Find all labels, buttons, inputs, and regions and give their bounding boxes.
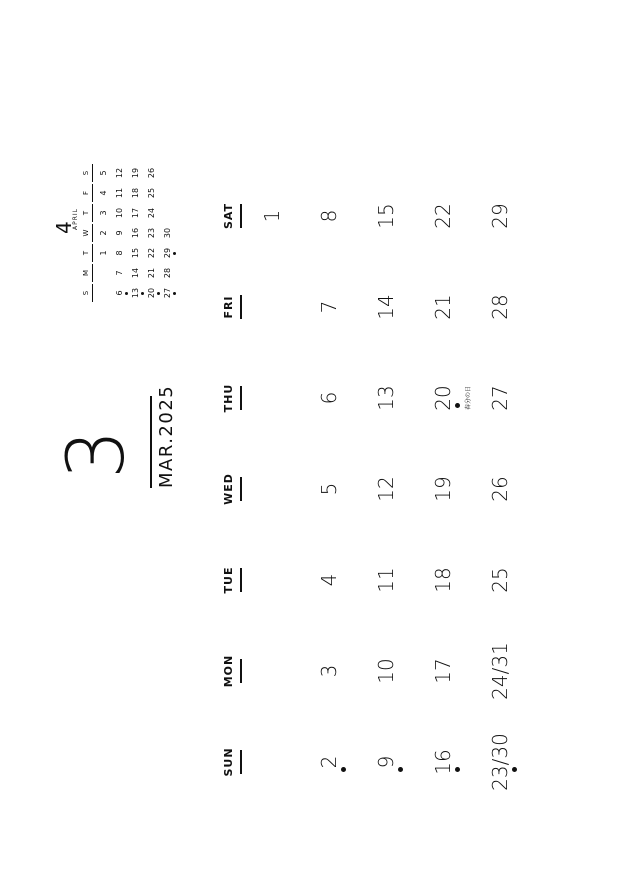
mini-calendar-day: 21	[147, 267, 156, 279]
weekday-underline	[240, 659, 242, 683]
calendar-day[interactable]: 4	[317, 573, 341, 587]
mini-calendar-day: 7	[115, 270, 124, 276]
month-label: MAR.2025	[156, 384, 177, 488]
mini-calendar-day: 30	[163, 227, 172, 239]
day-marker-dot	[455, 403, 460, 408]
mini-calendar-day: 23	[147, 227, 156, 239]
calendar-day[interactable]: 16	[431, 749, 455, 775]
mini-calendar-weekday: S	[80, 284, 93, 302]
calendar-day[interactable]: 21	[431, 294, 455, 320]
weekday-underline	[240, 386, 242, 410]
weekday-underline	[240, 204, 242, 228]
calendar-day[interactable]: 14	[374, 294, 398, 320]
mini-calendar-day-dot	[157, 292, 160, 295]
calendar-day[interactable]: 1	[260, 209, 284, 223]
month-number: 3	[52, 431, 142, 479]
weekday-underline	[240, 477, 242, 501]
mini-calendar-day: 4	[99, 190, 108, 196]
mini-calendar-day: 6	[114, 284, 126, 302]
mini-calendar-day: 12	[115, 167, 124, 179]
mini-calendar-day: 27	[162, 284, 174, 302]
weekday-underline	[240, 568, 242, 592]
mini-calendar-week-row	[114, 152, 128, 302]
holiday-label: 春分の日	[465, 386, 472, 411]
mini-calendar-weekday: F	[80, 184, 93, 202]
mini-calendar-month-name: APRIL	[72, 207, 79, 230]
calendar-day[interactable]: 17	[431, 658, 455, 684]
day-marker-dot	[512, 767, 517, 772]
weekday-header-fri: FRI	[222, 295, 235, 319]
calendar-day[interactable]: 25	[488, 567, 512, 593]
mini-calendar-day: 3	[99, 210, 108, 216]
mini-calendar-day: 9	[115, 230, 124, 236]
calendar-day[interactable]: 22	[431, 203, 455, 229]
weekday-header-sat: SAT	[222, 202, 235, 230]
mini-calendar-day: 19	[131, 167, 140, 179]
mini-calendar-day: 25	[147, 187, 156, 199]
calendar-day[interactable]: 7	[317, 300, 341, 314]
mini-calendar-day: 14	[131, 267, 140, 279]
weekday-underline	[240, 295, 242, 319]
day-marker-dot	[341, 767, 346, 772]
day-marker-dot	[455, 767, 460, 772]
mini-calendar-day: 1	[99, 250, 108, 256]
mini-calendar-weekday: S	[80, 164, 93, 182]
mini-calendar-day: 28	[163, 267, 172, 279]
calendar-day[interactable]: 5	[317, 482, 341, 496]
calendar-day[interactable]: 9	[374, 755, 398, 769]
mini-calendar-weekday: T	[80, 244, 93, 262]
mini-calendar-weekday: T	[80, 204, 93, 222]
calendar-day[interactable]: 15	[374, 203, 398, 229]
mini-calendar-day: 26	[147, 167, 156, 179]
calendar-day[interactable]: 24/31	[488, 642, 512, 700]
calendar-day[interactable]: 11	[374, 567, 398, 593]
weekday-header-thu: THU	[222, 383, 235, 413]
calendar-day[interactable]: 28	[488, 294, 512, 320]
calendar-day[interactable]: 8	[317, 209, 341, 223]
mini-calendar-week-row	[98, 152, 112, 302]
mini-calendar-day-dot	[141, 292, 144, 295]
calendar-day[interactable]: 12	[374, 476, 398, 502]
weekday-header-wed: WED	[222, 473, 235, 505]
calendar-day[interactable]: 27	[488, 385, 512, 411]
mini-calendar-weekday: W	[80, 224, 93, 242]
mini-calendar-month-number: 4	[52, 221, 76, 234]
mini-calendar-day: 13	[130, 284, 142, 302]
mini-calendar-day: 24	[147, 207, 156, 219]
mini-calendar-day: 29	[162, 244, 174, 262]
mini-calendar-week-row	[162, 152, 176, 302]
day-marker-dot	[398, 767, 403, 772]
calendar-day[interactable]: 13	[374, 385, 398, 411]
calendar-day[interactable]: 19	[431, 476, 455, 502]
mini-calendar-day: 20	[146, 284, 158, 302]
calendar-day[interactable]: 26	[488, 476, 512, 502]
mini-calendar-weekday: M	[80, 264, 93, 282]
mini-calendar-day: 16	[131, 227, 140, 239]
calendar-day[interactable]: 3	[317, 664, 341, 678]
mini-calendar-day: 5	[99, 170, 108, 176]
mini-calendar-week-row	[146, 152, 160, 302]
mini-calendar-day: 17	[131, 207, 140, 219]
mini-calendar-day-dot	[173, 252, 176, 255]
mini-calendar-day: 18	[131, 187, 140, 199]
calendar-day[interactable]: 18	[431, 567, 455, 593]
calendar-day[interactable]: 6	[317, 391, 341, 405]
mini-calendar-day-dot	[125, 292, 128, 295]
calendar-day[interactable]: 23/30	[488, 733, 512, 791]
mini-calendar-day: 11	[115, 187, 124, 199]
mini-calendar-day: 2	[99, 230, 108, 236]
mini-calendar-day: 10	[115, 207, 124, 219]
weekday-header-sun: SUN	[222, 747, 235, 777]
weekday-underline	[240, 750, 242, 774]
mini-calendar-day: 22	[147, 247, 156, 259]
mini-calendar-weekday-row	[80, 152, 94, 302]
calendar-day[interactable]: 10	[374, 658, 398, 684]
calendar-day[interactable]: 29	[488, 203, 512, 229]
mini-calendar-day: 8	[115, 250, 124, 256]
mini-calendar-day-dot	[173, 292, 176, 295]
calendar-day[interactable]: 20	[431, 385, 455, 411]
mini-calendar-week-row	[130, 152, 144, 302]
weekday-header-mon: MON	[222, 654, 235, 688]
month-divider	[150, 396, 152, 488]
weekday-header-tue: TUE	[222, 566, 235, 594]
calendar-day[interactable]: 2	[317, 755, 341, 769]
mini-calendar-day: 15	[131, 247, 140, 259]
